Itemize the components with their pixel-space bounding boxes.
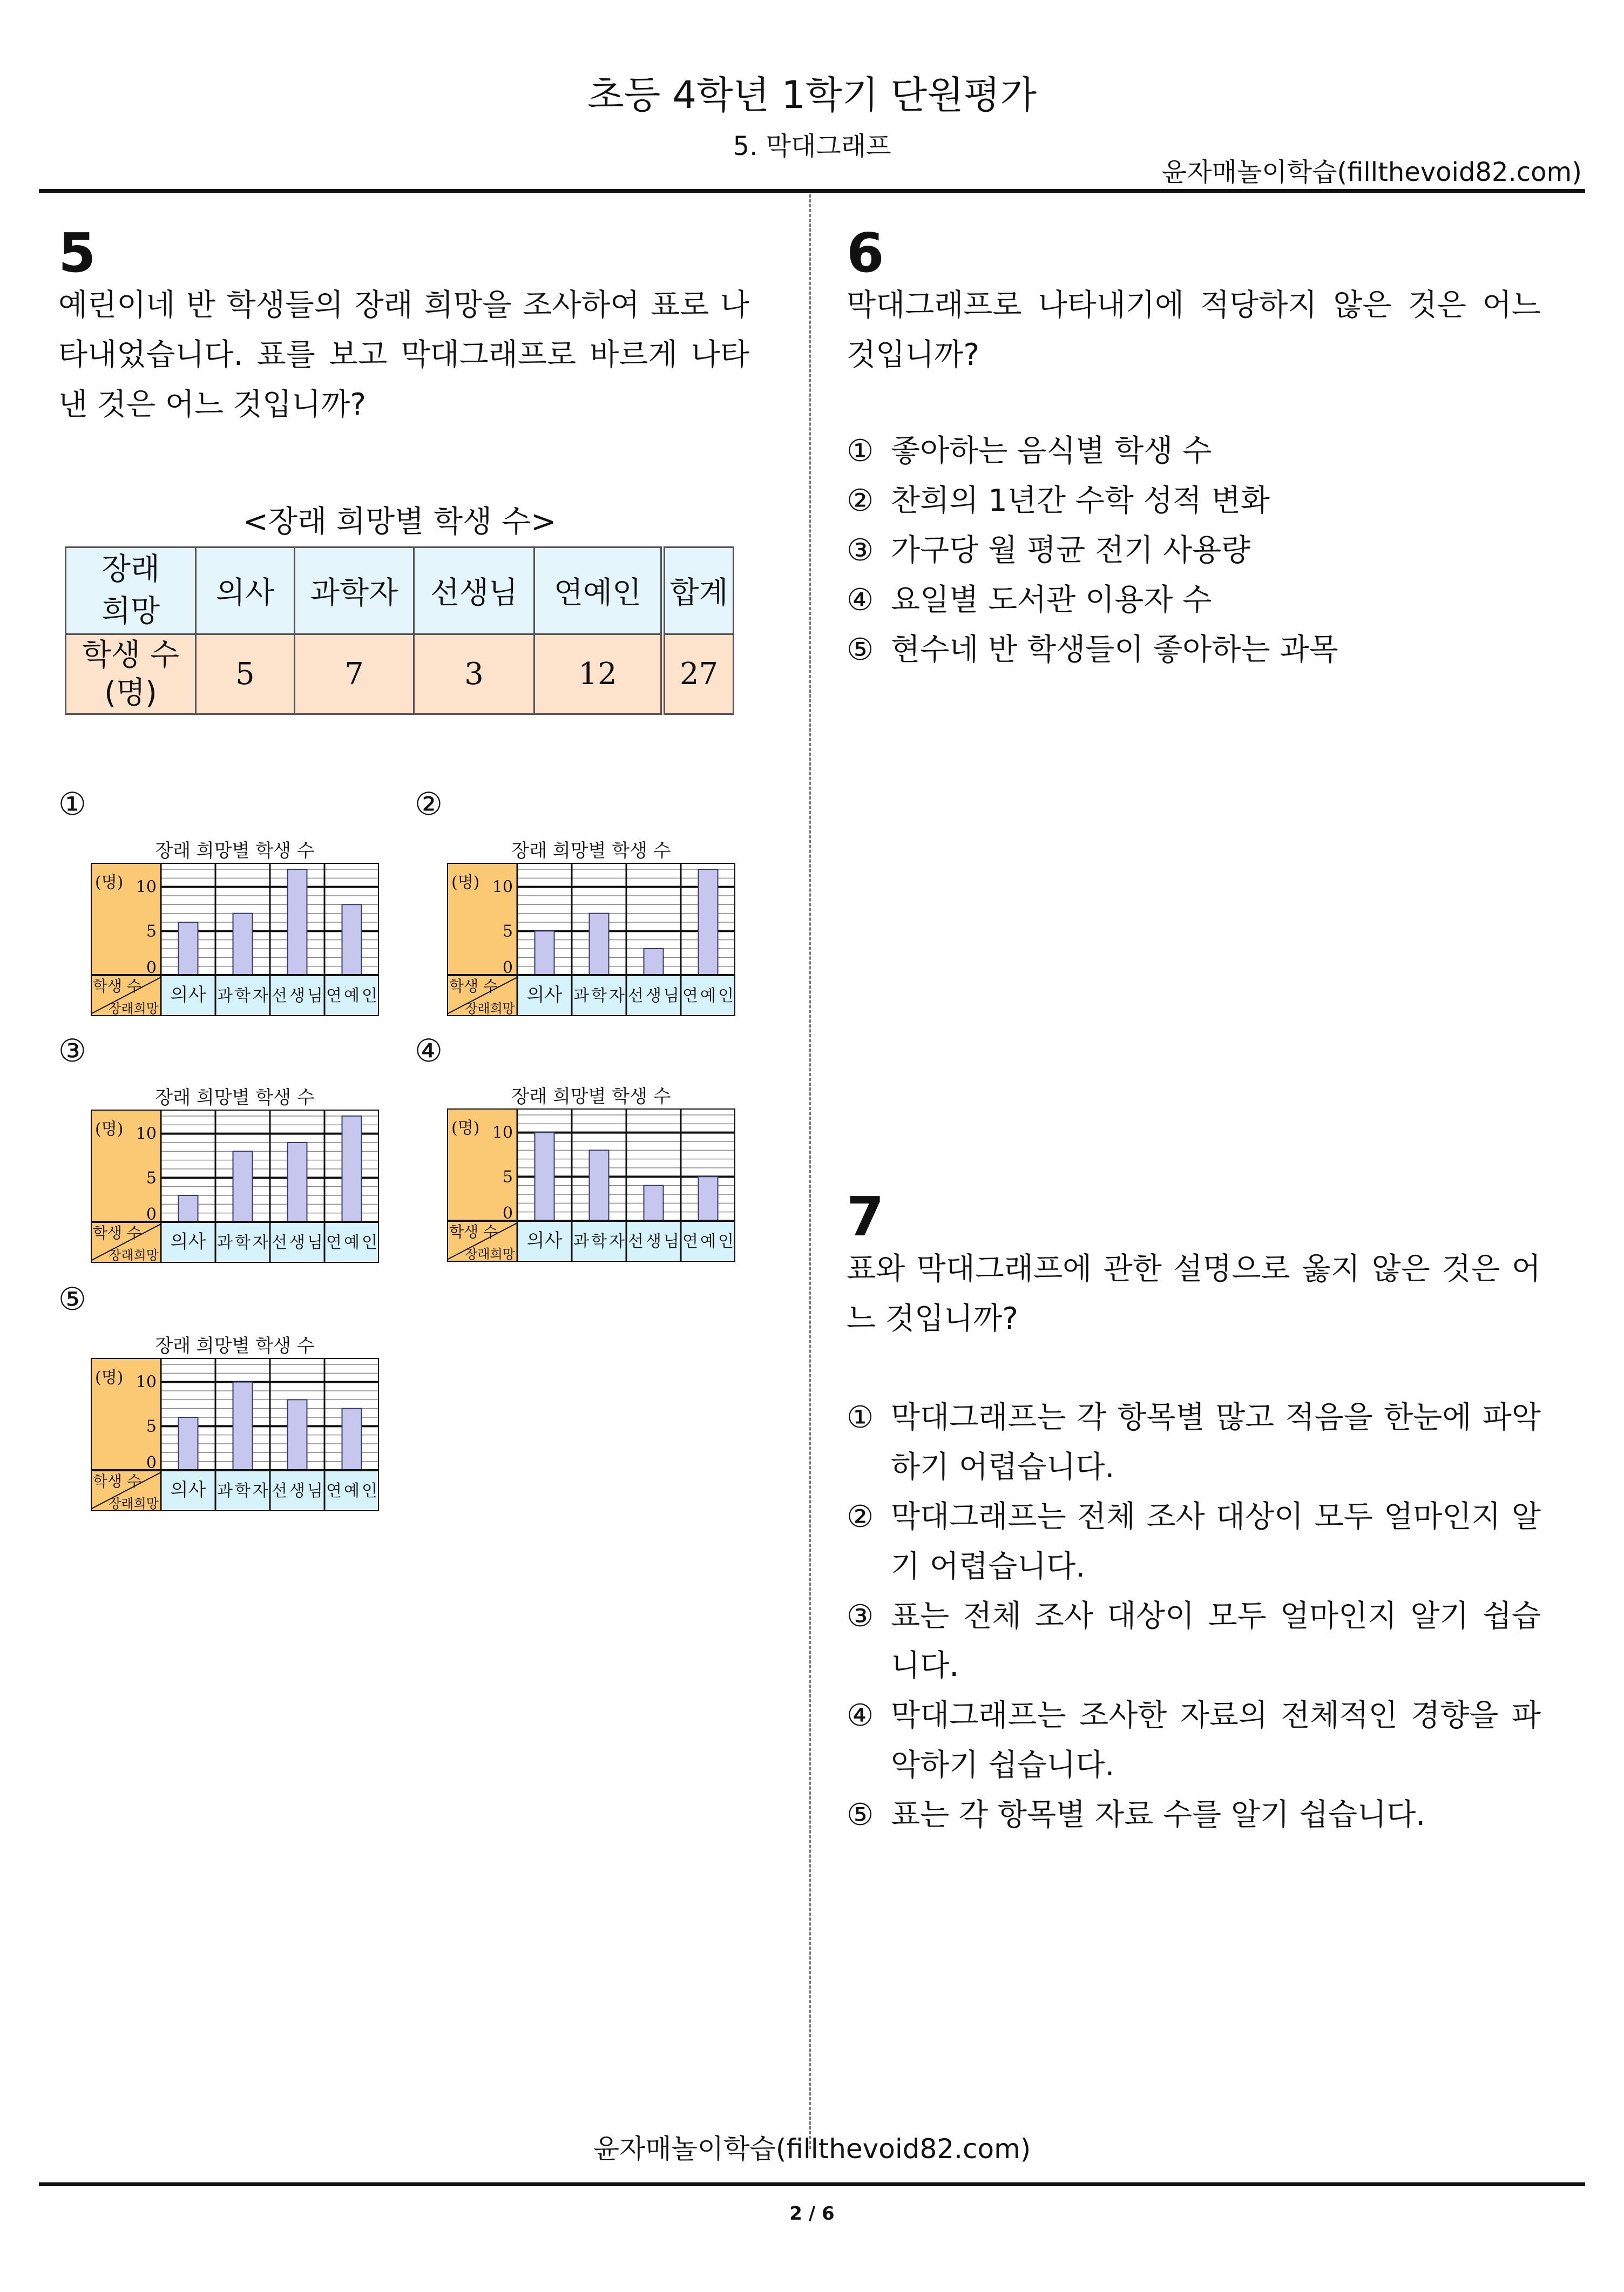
x-axis-label: 장래희망 <box>109 1001 159 1016</box>
y-tick-label: 0 <box>502 958 513 977</box>
chart-1-title: 장래 희망별 학생 수 <box>155 840 315 862</box>
y-tick-label: 5 <box>502 922 513 941</box>
bar <box>179 922 198 975</box>
y-tick-label: 5 <box>146 922 157 941</box>
chart-5-title: 장래 희망별 학생 수 <box>155 1335 315 1357</box>
bar <box>342 1409 362 1470</box>
y-tick-label: 0 <box>146 1205 157 1224</box>
bar-chart-option-2 <box>447 863 735 1016</box>
bar <box>535 931 554 975</box>
chart-2-title: 장래 희망별 학생 수 <box>511 840 671 862</box>
y-tick-label: 0 <box>146 958 157 977</box>
bar-chart-option-4 <box>447 1108 735 1262</box>
q7-option-5[interactable]: ⑤ 표는 각 항목별 자료 수를 알기 쉽습니다. <box>847 1797 1426 1833</box>
table-col-teacher: 선생님 <box>414 547 534 634</box>
bar <box>179 1195 198 1222</box>
q6-option-4[interactable]: ④ 요일별 도서관 이용자 수 <box>847 583 1212 618</box>
y-axis-label: 학생 수 <box>93 1224 142 1242</box>
table-value-teacher: 3 <box>414 634 534 714</box>
footer-rule <box>39 2182 1585 2186</box>
bar <box>288 869 307 975</box>
question-5-text: 예린이네 반 학생들의 장래 희망을 조사하여 표로 나타내었습니다. 표를 보고 막대그래프로 바르게 나타낸 것은 어느 것입니까? <box>58 288 749 422</box>
category-label: 의사 <box>170 1231 206 1253</box>
chart-4-title: 장래 희망별 학생 수 <box>511 1086 671 1107</box>
q6-option-1[interactable]: ① 좋아하는 음식별 학생 수 <box>847 434 1212 469</box>
bar-chart-option-1 <box>91 863 379 1016</box>
x-axis-label: 장래희망 <box>109 1248 159 1263</box>
unit-label: (명) <box>95 1368 124 1387</box>
category-label: 연예인 <box>326 1482 377 1500</box>
category-label: 과학자 <box>573 986 625 1005</box>
table-header-label: 장래 희망 <box>66 547 196 634</box>
y-tick-label: 5 <box>146 1417 157 1436</box>
header-rule <box>39 189 1585 193</box>
category-label: 선생님 <box>272 986 323 1005</box>
question-7-number: 7 <box>847 1185 884 1248</box>
question-6-text: 막대그래프로 나타내기에 적당하지 않은 것은 어느 것입니까? <box>847 288 1541 373</box>
question-7-text: 표와 막대그래프에 관한 설명으로 옳지 않은 것은 어느 것입니까? <box>847 1252 1541 1336</box>
table-row-label: 학생 수 (명) <box>66 634 196 714</box>
unit-label: (명) <box>95 873 124 892</box>
category-label: 과학자 <box>217 1482 268 1500</box>
y-tick-label: 10 <box>136 1373 157 1392</box>
bar <box>288 1399 307 1470</box>
bar-chart-option-5 <box>91 1358 379 1511</box>
y-tick-label: 5 <box>502 1167 513 1187</box>
unit-label: (명) <box>451 1119 480 1138</box>
table-value-entertainer: 12 <box>534 634 663 714</box>
bar <box>644 949 664 975</box>
column-divider <box>809 194 811 2149</box>
bar <box>233 914 253 975</box>
y-tick-label: 0 <box>146 1453 157 1472</box>
option-mark-1[interactable]: ① <box>58 786 86 822</box>
bar <box>644 1186 664 1221</box>
bar <box>288 1142 307 1222</box>
category-label: 선생님 <box>628 1232 679 1251</box>
option-mark-5[interactable]: ⑤ <box>58 1281 86 1317</box>
chart-3-title: 장래 희망별 학생 수 <box>155 1087 315 1108</box>
category-label: 선생님 <box>628 986 679 1005</box>
category-label: 연예인 <box>682 986 734 1005</box>
bar <box>342 904 362 975</box>
q7-option-4[interactable]: ④ 막대그래프는 조사한 자료의 전체적인 경향을 파악하기 쉽습니다. <box>847 1698 1541 1783</box>
table-value-doctor: 5 <box>196 634 295 714</box>
category-label: 의사 <box>170 984 206 1006</box>
question-5-number: 5 <box>58 221 96 285</box>
y-axis-label: 학생 수 <box>93 977 142 995</box>
question-7-options <box>847 1393 1541 1840</box>
x-axis-label: 장래희망 <box>465 1001 515 1016</box>
y-axis-label: 학생 수 <box>449 977 498 995</box>
bar <box>233 1151 253 1222</box>
y-tick-label: 10 <box>492 877 513 897</box>
category-label: 연예인 <box>682 1232 734 1251</box>
q5-data-table <box>65 546 734 715</box>
table-col-scientist: 과학자 <box>295 547 414 634</box>
category-label: 과학자 <box>573 1232 625 1251</box>
y-tick-label: 10 <box>136 1124 157 1144</box>
table-caption: <장래 희망별 학생 수> <box>242 504 556 539</box>
y-tick-label: 5 <box>146 1168 157 1188</box>
q7-option-2[interactable]: ② 막대그래프는 전체 조사 대상이 모두 얼마인지 알기 어렵습니다. <box>847 1499 1541 1584</box>
q7-option-3[interactable]: ③ 표는 전체 조사 대상이 모두 얼마인지 알기 쉽습니다. <box>847 1599 1541 1683</box>
x-axis-label: 장래희망 <box>109 1496 159 1511</box>
option-mark-4[interactable]: ④ <box>415 1032 443 1069</box>
bar <box>590 914 609 975</box>
footer-site-credit: 윤자매놀이학습(fillthevoid82.com) <box>593 2133 1031 2165</box>
y-tick-label: 0 <box>502 1204 513 1223</box>
category-label: 과학자 <box>217 986 268 1005</box>
y-tick-label: 10 <box>136 877 157 897</box>
option-mark-2[interactable]: ② <box>415 786 443 822</box>
category-label: 선생님 <box>272 1482 323 1500</box>
category-label: 의사 <box>170 1479 206 1501</box>
question-6-number: 6 <box>847 221 884 285</box>
bar <box>590 1150 609 1221</box>
category-label: 의사 <box>526 1230 563 1252</box>
question-6-options <box>847 427 1541 675</box>
table-col-doctor: 의사 <box>196 547 295 634</box>
page-number: 2 / 6 <box>789 2203 835 2225</box>
y-axis-label: 학생 수 <box>93 1472 142 1490</box>
y-tick-label: 10 <box>492 1123 513 1142</box>
unit-label: (명) <box>95 1120 124 1139</box>
category-label: 의사 <box>526 984 563 1006</box>
y-axis-label: 학생 수 <box>449 1223 498 1241</box>
table-value-scientist: 7 <box>295 634 414 714</box>
unit-subtitle: 5. 막대그래프 <box>733 131 891 161</box>
category-label: 연예인 <box>326 986 377 1005</box>
bar <box>179 1417 198 1470</box>
category-label: 연예인 <box>326 1233 377 1252</box>
table-col-entertainer: 연예인 <box>534 547 663 634</box>
header-site-credit: 윤자매놀이학습(fillthevoid82.com) <box>1161 157 1582 187</box>
q6-option-3[interactable]: ③ 가구당 월 평균 전기 사용량 <box>847 533 1251 568</box>
table-col-total: 합계 <box>663 547 734 634</box>
category-label: 선생님 <box>272 1233 323 1252</box>
table-value-total: 27 <box>663 634 734 714</box>
bar <box>699 1177 718 1221</box>
q7-option-1[interactable]: ① 막대그래프는 각 항목별 많고 적음을 한눈에 파악하기 어렵습니다. <box>847 1400 1541 1485</box>
bar-chart-option-3 <box>91 1110 379 1263</box>
option-mark-3[interactable]: ③ <box>58 1032 86 1069</box>
bar <box>535 1133 554 1221</box>
bar <box>699 869 718 975</box>
q6-option-5[interactable]: ⑤ 현수네 반 학생들이 좋아하는 과목 <box>847 632 1338 667</box>
bar <box>233 1382 253 1470</box>
bar <box>342 1116 362 1222</box>
category-label: 과학자 <box>217 1233 268 1252</box>
page-title: 초등 4학년 1학기 단원평가 <box>587 73 1037 117</box>
unit-label: (명) <box>451 873 480 892</box>
q6-option-2[interactable]: ② 찬희의 1년간 수학 성적 변화 <box>847 483 1270 518</box>
x-axis-label: 장래희망 <box>465 1247 515 1262</box>
